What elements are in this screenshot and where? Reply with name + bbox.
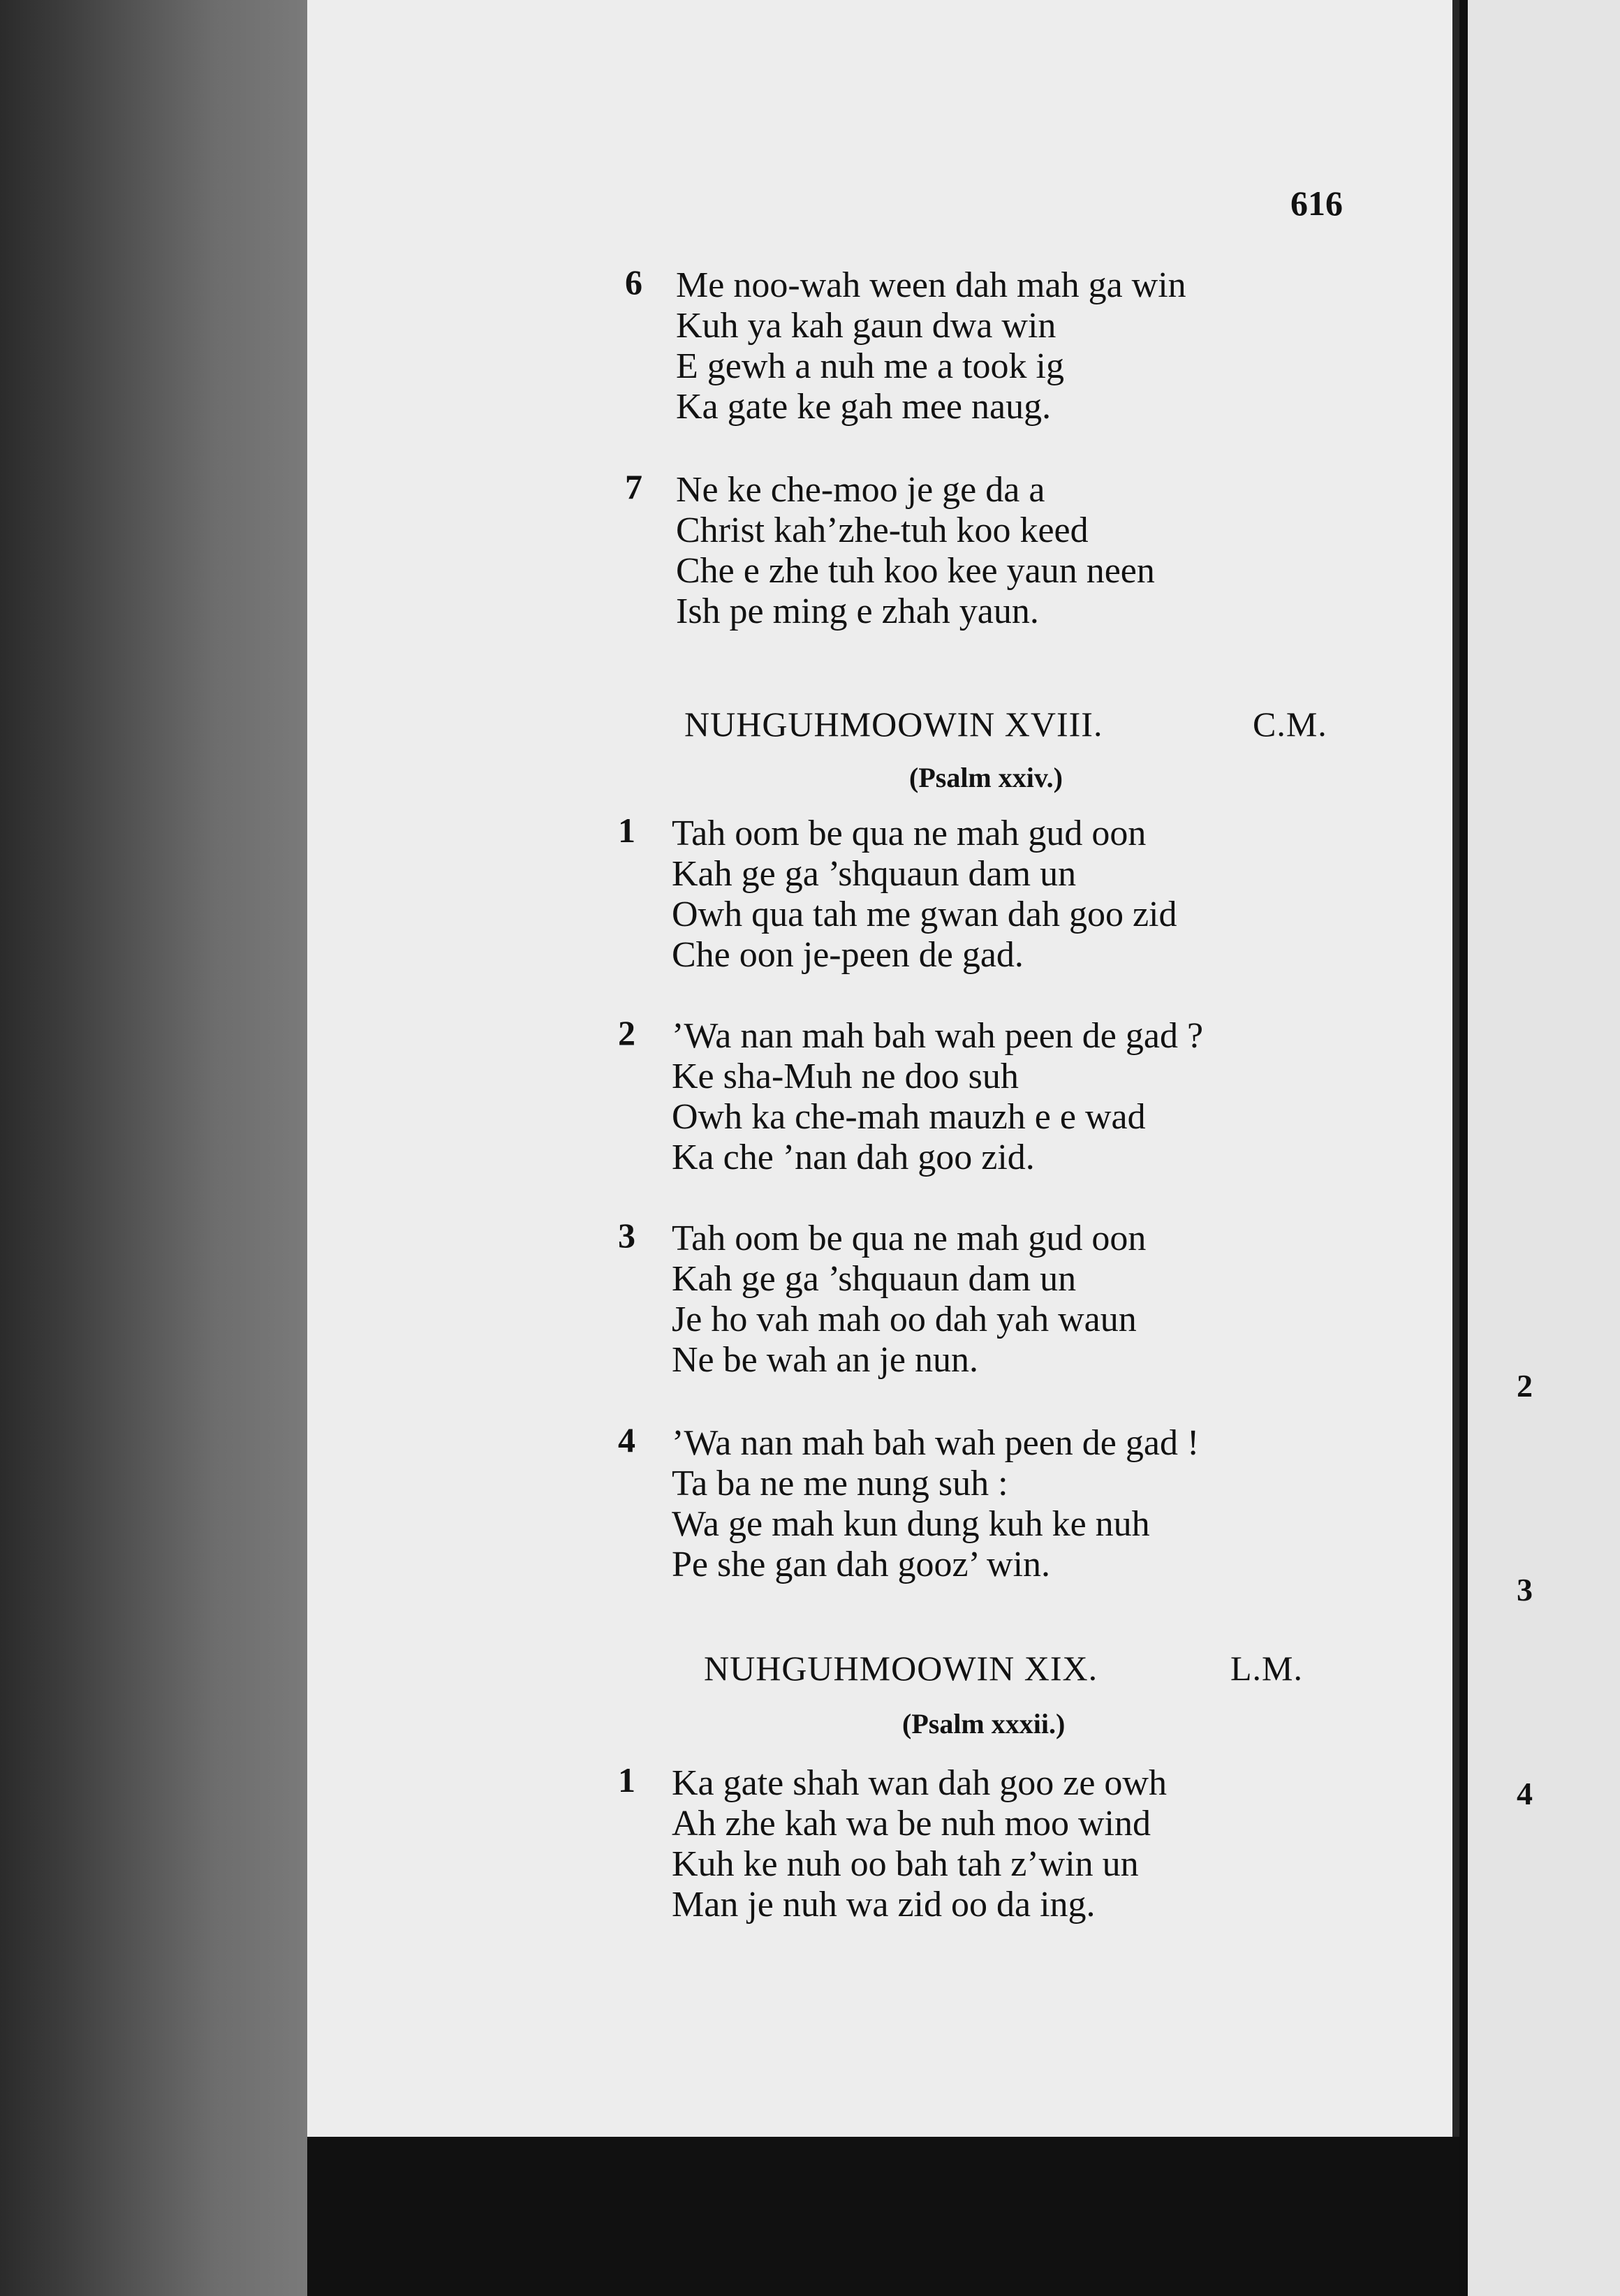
verse-line: Ah zhe kah wa be nuh moo wind <box>672 1804 1151 1844</box>
page-content <box>307 0 1452 2137</box>
facing-page-edge <box>1459 0 1620 2296</box>
verse-line: Ka che ’nan dah goo zid. <box>672 1138 1035 1177</box>
verse-line: Kah ge ga ’shquaun dam un <box>672 854 1077 894</box>
verse-line: Che e zhe tuh koo kee yaun neen <box>676 551 1155 591</box>
verse-line: Kuh ya kah gaun dwa win <box>676 306 1056 346</box>
hymn-meter: C.M. <box>1253 705 1327 744</box>
verse-number: 2 <box>618 1013 635 1052</box>
verse-line: Tah oom be qua ne mah gud oon <box>672 814 1147 853</box>
verse-number: 7 <box>625 467 642 506</box>
verse-line: Kah ge ga ’shquaun dam un <box>672 1259 1077 1299</box>
verse-line: Je ho vah mah oo dah yah waun <box>672 1300 1137 1339</box>
verse-line: Ish pe ming e zhah yaun. <box>676 591 1039 631</box>
verse-line: Ne ke che-moo je ge da a <box>676 470 1045 510</box>
page-number: 616 <box>1290 184 1343 223</box>
verse-line: Ka gate ke gah mee naug. <box>676 387 1052 427</box>
verse-line: Ne be wah an je nun. <box>672 1340 978 1380</box>
verse-line: Wa ge mah kun dung kuh ke nuh <box>672 1504 1150 1544</box>
facing-verse-number: 2 <box>1517 1368 1533 1404</box>
psalm-reference: (Psalm xxiv.) <box>909 762 1063 793</box>
verse-number: 1 <box>618 811 635 850</box>
verse-line: Pe she gan dah gooz’ win. <box>672 1545 1051 1584</box>
book-gutter <box>0 0 307 2296</box>
verse-line: Ta ba ne me nung suh : <box>672 1464 1008 1503</box>
verse-line: Ka gate shah wan dah goo ze owh <box>672 1763 1167 1803</box>
verse-line: Christ kah’zhe-tuh koo keed <box>676 510 1089 550</box>
verse-number: 3 <box>618 1216 635 1255</box>
verse-line: ’Wa nan mah bah wah peen de gad ! <box>672 1423 1200 1463</box>
verse-number: 1 <box>618 1760 635 1800</box>
psalm-reference: (Psalm xxxii.) <box>902 1708 1066 1739</box>
hymn-title: NUHGUHMOOWIN XVIII. <box>684 705 1103 744</box>
verse-line: E gewh a nuh me a took ig <box>676 346 1064 386</box>
verse-line: Man je nuh wa zid oo da ing. <box>672 1885 1096 1925</box>
verse-line: Kuh ke nuh oo bah tah z’win un <box>672 1844 1139 1884</box>
verse-line: Tah oom be qua ne mah gud oon <box>672 1219 1147 1258</box>
verse-line: ’Wa nan mah bah wah peen de gad ? <box>672 1016 1204 1056</box>
verse-line: Ke sha-Muh ne doo suh <box>672 1057 1019 1096</box>
scan-border <box>307 2137 1459 2296</box>
verse-number: 4 <box>618 1420 635 1459</box>
verse-number: 6 <box>625 263 642 302</box>
facing-verse-number: 4 <box>1517 1776 1533 1811</box>
hymn-meter: L.M. <box>1230 1649 1303 1688</box>
verse-line: Owh ka che-mah mauzh e e wad <box>672 1097 1146 1137</box>
verse-line: Owh qua tah me gwan dah goo zid <box>672 895 1177 934</box>
facing-verse-number: 3 <box>1517 1572 1533 1607</box>
hymn-title: NUHGUHMOOWIN XIX. <box>704 1649 1098 1688</box>
verse-line: Me noo-wah ween dah mah ga win <box>676 265 1186 305</box>
verse-line: Che oon je-peen de gad. <box>672 935 1024 975</box>
